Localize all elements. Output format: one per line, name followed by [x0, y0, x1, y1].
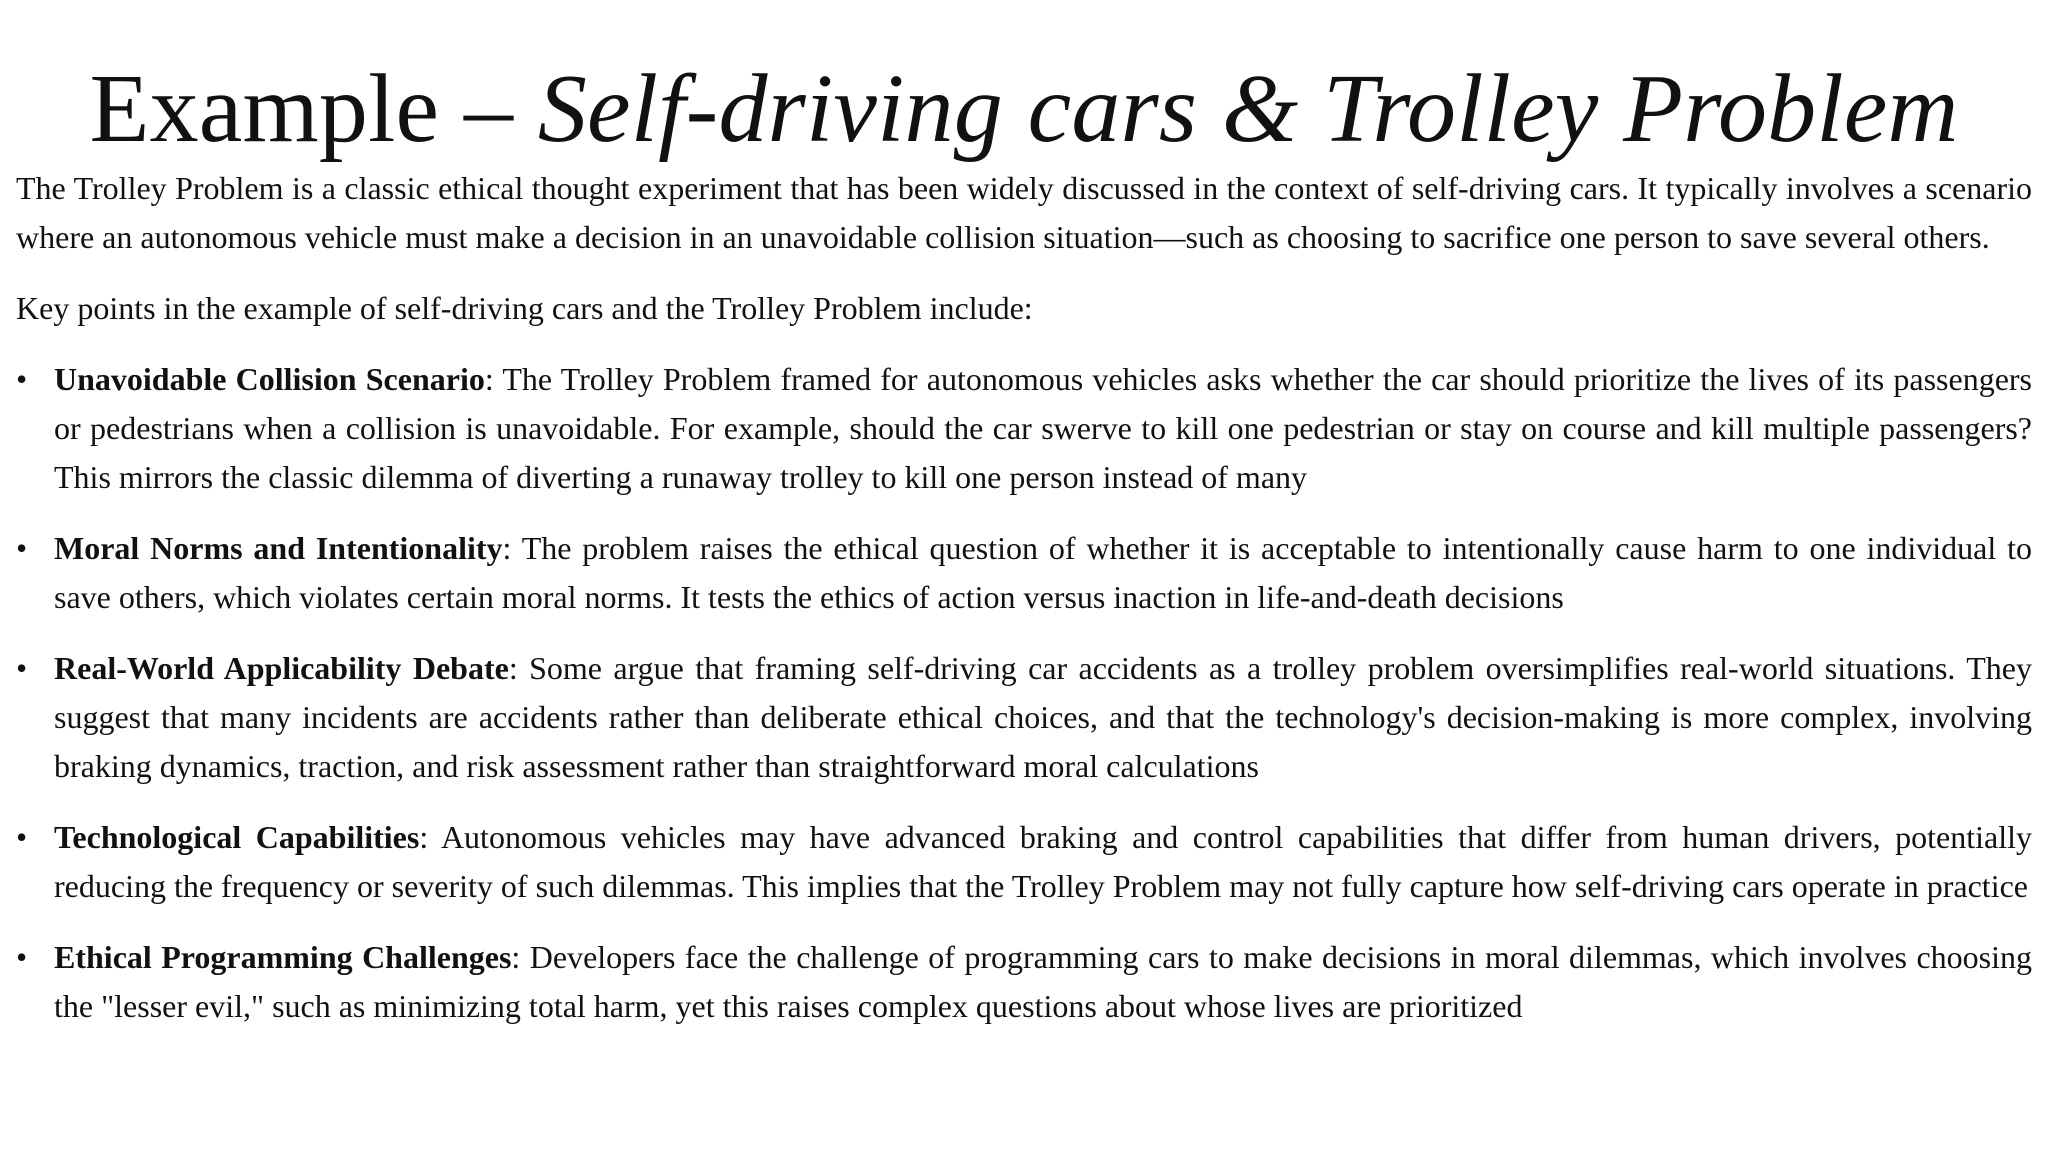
bullet-icon: •	[16, 361, 28, 397]
point-text: : Some argue that framing self-driving car accidents as a trolley problem oversimplifies real-world situations. They suggest that many incidents are accidents rather than deliberate ethical choices, and that the technology's decision-making is more complex, involving braking dynamics, traction, and risk assessment rather than straightforward moral calculations	[54, 650, 2033, 784]
list-item	[16, 524, 2032, 622]
bullet-icon: •	[16, 650, 28, 686]
intro-paragraph: The Trolley Problem is a classic ethical thought experiment that has been widely discussed in the context of self-driving cars. It typically involves a scenario where an autonomous vehicle must make a decision in an unavoidable collision situation—such as choosing to sacrifice one person to save several others.	[16, 170, 2032, 255]
point-heading: Ethical Programming Challenges	[54, 939, 512, 975]
point-text: : Developers face the challenge of programming cars to make decisions in moral dilemmas, which involves choosing the "lesser evil," such as minimizing total harm, yet this raises complex questions about whose lives are prioritized	[54, 939, 2032, 1024]
list-item	[16, 644, 2032, 791]
bullet-icon: •	[16, 530, 28, 566]
lead-paragraph: Key points in the example of self-driving cars and the Trolley Problem include:	[16, 290, 1033, 326]
point-heading: Unavoidable Collision Scenario	[54, 361, 485, 397]
point-text: : The Trolley Problem framed for autonomous vehicles asks whether the car should prioritize the lives of its passengers or pedestrians when a collision is unavoidable. For example, should the car swerve to kill one pedestrian or stay on course and kill multiple passengers? This mirrors the classic dilemma of diverting a runaway trolley to kill one person instead of many	[54, 361, 2033, 495]
bullet-icon: •	[16, 819, 28, 855]
key-points-list	[16, 355, 2032, 1031]
title-prefix: Example –	[89, 55, 538, 163]
point-text: : Autonomous vehicles may have advanced braking and control capabilities that differ from human drivers, potentially reducing the frequency or severity of such dilemmas. This implies that the Trolley Problem may not fully capture how self-driving cars operate in practice	[54, 819, 2033, 904]
slide-body	[16, 164, 2032, 1031]
slide-title	[16, 0, 2032, 163]
point-heading: Real-World Applicability Debate	[54, 650, 509, 686]
list-item	[16, 933, 2032, 1031]
list-item	[16, 813, 2032, 911]
title-italic: Self-driving cars & Trolley Problem	[537, 55, 1959, 163]
list-item	[16, 355, 2032, 502]
point-heading: Moral Norms and Intentionality	[54, 530, 503, 566]
point-text: : The problem raises the ethical question of whether it is acceptable to intentionally cause harm to one individual to save others, which violates certain moral norms. It tests the ethics of action versus inaction in life-and-death decisions	[54, 530, 2033, 615]
point-heading: Technological Capabilities	[54, 819, 420, 855]
bullet-icon: •	[16, 939, 28, 975]
